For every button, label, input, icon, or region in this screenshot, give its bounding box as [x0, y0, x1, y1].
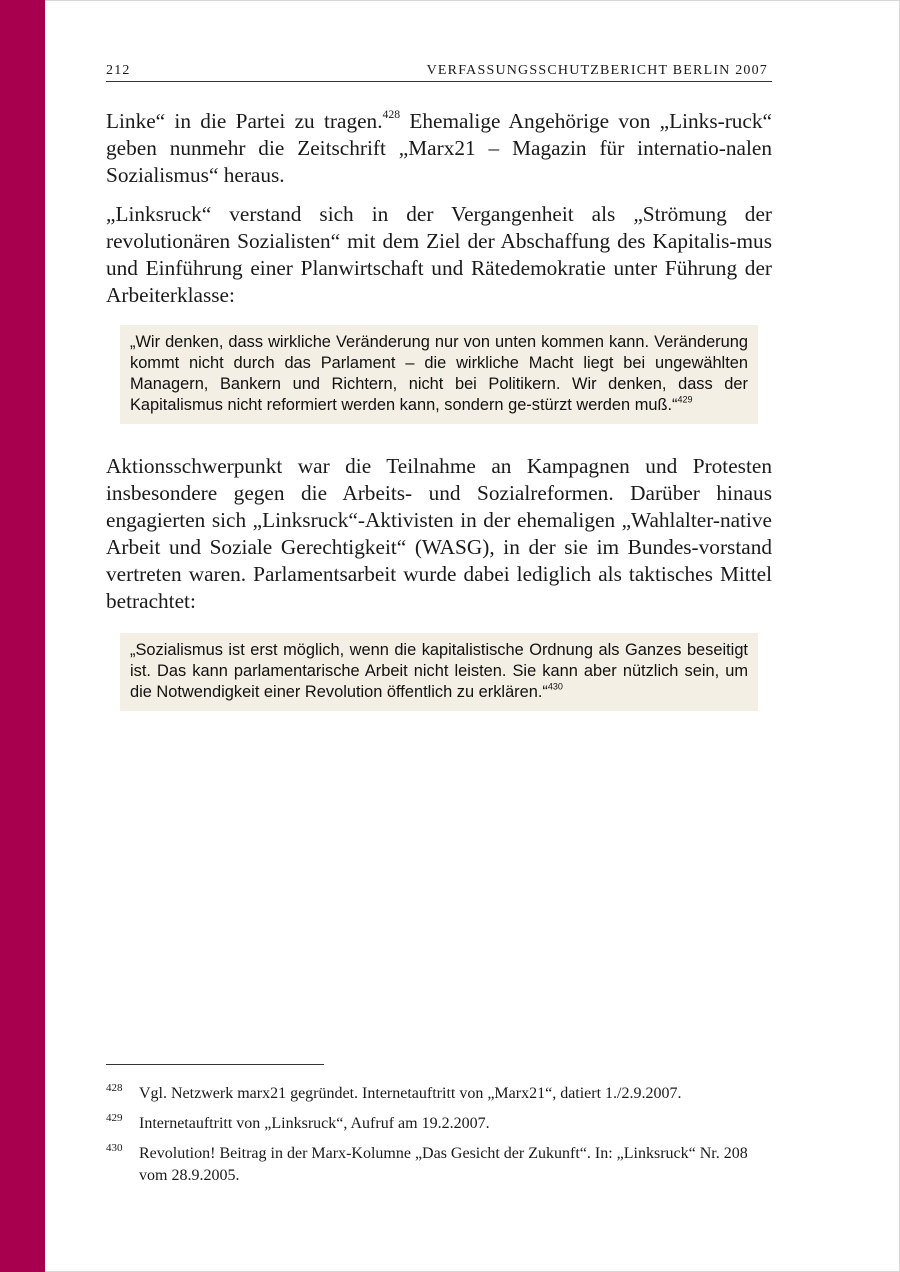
- quote-2-text: „Sozialismus ist erst möglich, wenn die kapitalistische Ordnung als Ganzes beseitigt ist. Das kann parlamentarische Arbeit nicht leisten. Sie kann aber nützlich sein, um die Notwendigkeit einer Revolution öffentlich zu erklären.“: [130, 641, 748, 701]
- paragraph-1: [106, 108, 772, 189]
- running-title: VERFASSUNGSSCHUTZBERICHT BERLIN 2007: [426, 63, 768, 78]
- footnote-separator: [106, 1064, 324, 1065]
- footnote-ref-430[interactable]: 430: [547, 681, 563, 692]
- footnote-ref-428[interactable]: 428: [382, 108, 401, 122]
- paragraph-1-text: Linke“ in die Partei zu tragen.: [106, 109, 383, 133]
- footnote-number: 428: [106, 1082, 123, 1094]
- footnote-text: Revolution! Beitrag in der Marx-Kolumne „Das Gesicht der Zukunft“. In: „Linksruck“ Nr. 208 vom 28.9.2005.: [139, 1145, 748, 1184]
- footnote-text: Internetauftritt von „Linksruck“, Aufruf am 19.2.2007.: [139, 1115, 490, 1132]
- side-color-bar: [0, 0, 45, 1272]
- footnote-429: [106, 1113, 772, 1135]
- page-number: 212: [106, 63, 131, 78]
- running-header: [106, 63, 772, 82]
- paragraph-3: Aktionsschwerpunkt war die Teilnahme an Kampagnen und Protesten insbesondere gegen die Arbeits- und Sozialreformen. Darüber hinaus engagierten sich „Linksruck“-Aktivisten in der ehemaligen „Wahlalter-native Arbeit und Soziale Gerechtigkeit“ (WASG), in der sie im Bundes-vorstand vertreten waren. Parlamentsarbeit wurde dabei lediglich als taktisches Mittel betrachtet:: [106, 454, 772, 613]
- footnote-number: 429: [106, 1112, 123, 1124]
- quote-block-1: [120, 325, 758, 424]
- footnote-428: [106, 1083, 772, 1105]
- paragraph-1-text-continued: Ehemalige Angehörige von „Links-ruck“ geben nunmehr die Zeitschrift „Marx21 – Magazin für internatio-nalen Sozialismus“ heraus.: [106, 109, 772, 187]
- footnote-number: 430: [106, 1142, 123, 1154]
- paragraph-2: „Linksruck“ verstand sich in der Vergangenheit als „Strömung der revolutionären Sozialisten“ mit dem Ziel der Abschaffung des Kapitalis-mus und Einführung einer Planwirtschaft und Rätedemokratie unter Führung der Arbeiterklasse:: [106, 202, 772, 307]
- quote-1-text: „Wir denken, dass wirkliche Veränderung nur von unten kommen kann. Veränderung kommt nicht durch das Parlament – die wirkliche Macht liegt bei ungewählten Managern, Bankern und Richtern, nicht bei Politikern. Wir denken, dass der Kapitalismus nicht reformiert werden kann, sondern ge-stürzt werden muß.“: [130, 333, 748, 414]
- footnote-ref-429[interactable]: 429: [677, 394, 693, 405]
- footnote-text: Vgl. Netzwerk marx21 gegründet. Internetauftritt von „Marx21“, datiert 1./2.9.2007.: [139, 1085, 682, 1102]
- footnote-430: [106, 1143, 772, 1187]
- quote-block-2: [120, 633, 758, 711]
